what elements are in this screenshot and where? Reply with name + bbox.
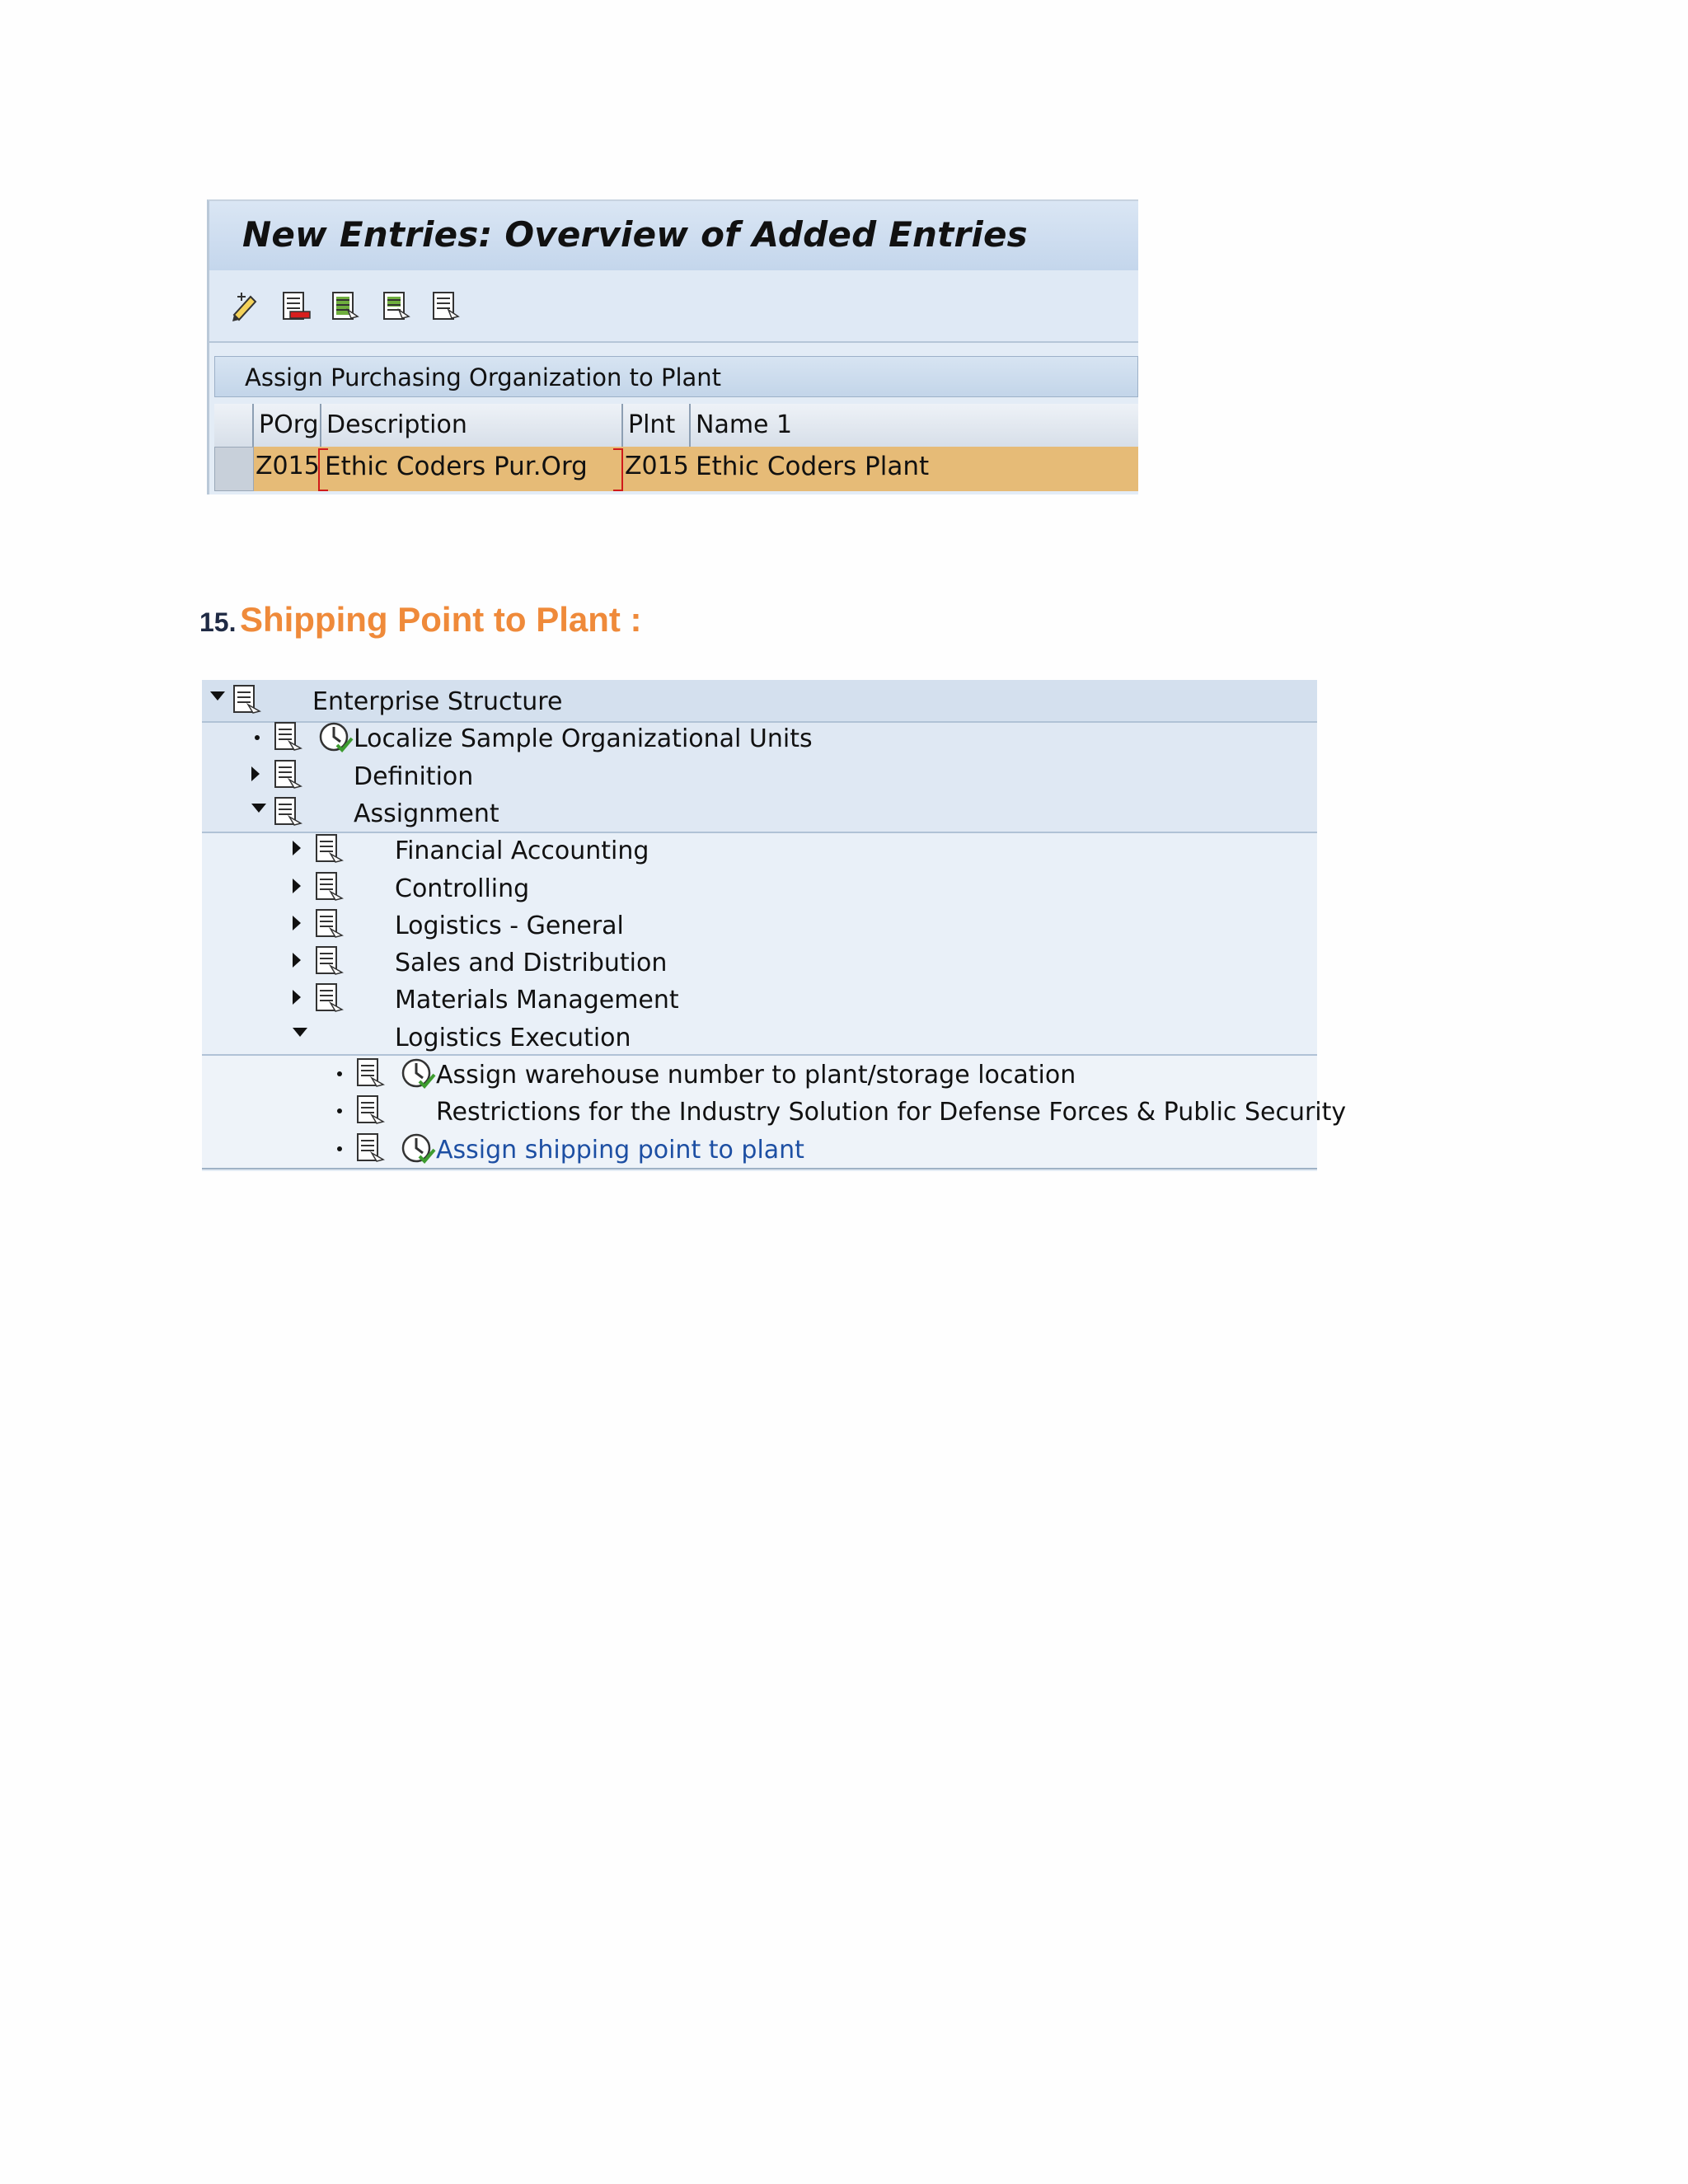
collapse-arrow-icon[interactable] <box>293 841 301 855</box>
column-header-name1[interactable]: Name 1 <box>691 404 1138 447</box>
tree-node-label[interactable]: Localize Sample Organizational Units <box>354 724 813 754</box>
expand-arrow-icon[interactable] <box>210 691 225 701</box>
tree-node-label[interactable]: Sales and Distribution <box>395 949 668 978</box>
tree-node-label[interactable]: Logistics Execution <box>395 1023 631 1052</box>
document-icon[interactable] <box>314 944 347 979</box>
tree-node-label[interactable]: Logistics - General <box>395 911 624 940</box>
cell-porg[interactable]: Z015 <box>256 452 320 480</box>
execute-clock-icon[interactable] <box>400 1057 436 1091</box>
column-header-description[interactable]: Description <box>321 404 623 447</box>
column-header-porg[interactable]: POrg <box>254 404 321 447</box>
document-icon[interactable] <box>355 1094 388 1128</box>
column-header-plnt[interactable]: Plnt <box>623 404 691 447</box>
expand-arrow-icon[interactable] <box>293 1028 307 1037</box>
deselect-icon[interactable] <box>381 290 412 323</box>
field-bracket-right <box>613 448 623 491</box>
document-icon[interactable] <box>273 720 306 755</box>
document-icon[interactable] <box>232 683 265 718</box>
tree-node[interactable] <box>293 1019 1298 1056</box>
tree-node[interactable] <box>293 907 1298 944</box>
new-entries-screen <box>207 199 1138 494</box>
cell-plnt[interactable]: Z015 <box>625 452 689 480</box>
tree-node-label[interactable]: Materials Management <box>395 986 679 1015</box>
tree-node[interactable] <box>251 758 1298 794</box>
tree-node[interactable] <box>293 982 1298 1018</box>
tree-node-label[interactable]: Assignment <box>354 799 499 828</box>
tree-node-label[interactable]: Assign shipping point to plant <box>436 1135 804 1165</box>
tree-node[interactable] <box>334 1132 1298 1168</box>
tree-node[interactable] <box>334 1057 1298 1093</box>
row-selector-header[interactable] <box>214 404 254 447</box>
execute-clock-icon[interactable] <box>317 720 354 755</box>
document-icon[interactable] <box>273 795 306 830</box>
tree-node-label[interactable]: Assign warehouse number to plant/storage location <box>436 1061 1076 1090</box>
row-selector[interactable] <box>214 447 254 491</box>
img-tree-screen <box>202 680 1347 1171</box>
collapse-arrow-icon[interactable] <box>293 916 301 930</box>
tree-node[interactable] <box>334 1094 1347 1130</box>
section-heading <box>199 600 642 640</box>
toolbar <box>209 270 1138 343</box>
bullet-icon <box>337 1146 342 1151</box>
expand-arrow-icon[interactable] <box>251 804 266 813</box>
section-number: 15. <box>199 607 237 637</box>
document-icon[interactable] <box>314 832 347 867</box>
screen-title-bar <box>209 201 1138 271</box>
tree-node[interactable] <box>251 795 1298 832</box>
tree-node-label[interactable]: Financial Accounting <box>395 837 649 866</box>
bullet-icon <box>337 1108 342 1113</box>
tree-node-label[interactable]: Restrictions for the Industry Solution for Defense Forces & Public Security <box>436 1098 1347 1127</box>
cell-name1: Ethic Coders Plant <box>696 452 930 481</box>
collapse-arrow-icon[interactable] <box>293 990 301 1005</box>
tree-node-label[interactable]: Definition <box>354 762 474 791</box>
tree-node[interactable] <box>293 832 1298 869</box>
document-icon[interactable] <box>273 758 306 793</box>
document-icon[interactable] <box>314 982 347 1016</box>
table-caption <box>214 356 1138 397</box>
tree-node[interactable] <box>210 683 1298 719</box>
select-all-icon[interactable] <box>330 290 361 323</box>
collapse-arrow-icon[interactable] <box>251 766 260 781</box>
table-caption-label: Assign Purchasing Organization to Plant <box>245 363 722 391</box>
cell-description-input[interactable]: Ethic Coders Pur.Org <box>325 452 588 481</box>
tree-node-label[interactable]: Enterprise Structure <box>312 687 563 716</box>
document-icon[interactable] <box>314 870 347 905</box>
document-icon[interactable] <box>314 907 347 942</box>
bullet-icon <box>337 1071 342 1076</box>
collapse-arrow-icon[interactable] <box>293 953 301 968</box>
details-icon[interactable] <box>430 290 462 323</box>
tree-node[interactable] <box>293 944 1298 981</box>
document-icon[interactable] <box>355 1057 388 1091</box>
tree-node-label[interactable]: Controlling <box>395 874 530 903</box>
tree-node[interactable] <box>251 720 1298 757</box>
section-title: Shipping Point to Plant : <box>239 600 642 639</box>
execute-clock-icon[interactable] <box>400 1132 436 1166</box>
document-icon[interactable] <box>355 1132 388 1166</box>
tree-node[interactable] <box>293 870 1298 907</box>
screen-title: New Entries: Overview of Added Entries <box>242 214 1028 255</box>
collapse-arrow-icon[interactable] <box>293 879 301 893</box>
change-icon[interactable] <box>231 290 262 323</box>
delete-icon[interactable] <box>280 290 312 323</box>
bullet-icon <box>255 735 260 740</box>
